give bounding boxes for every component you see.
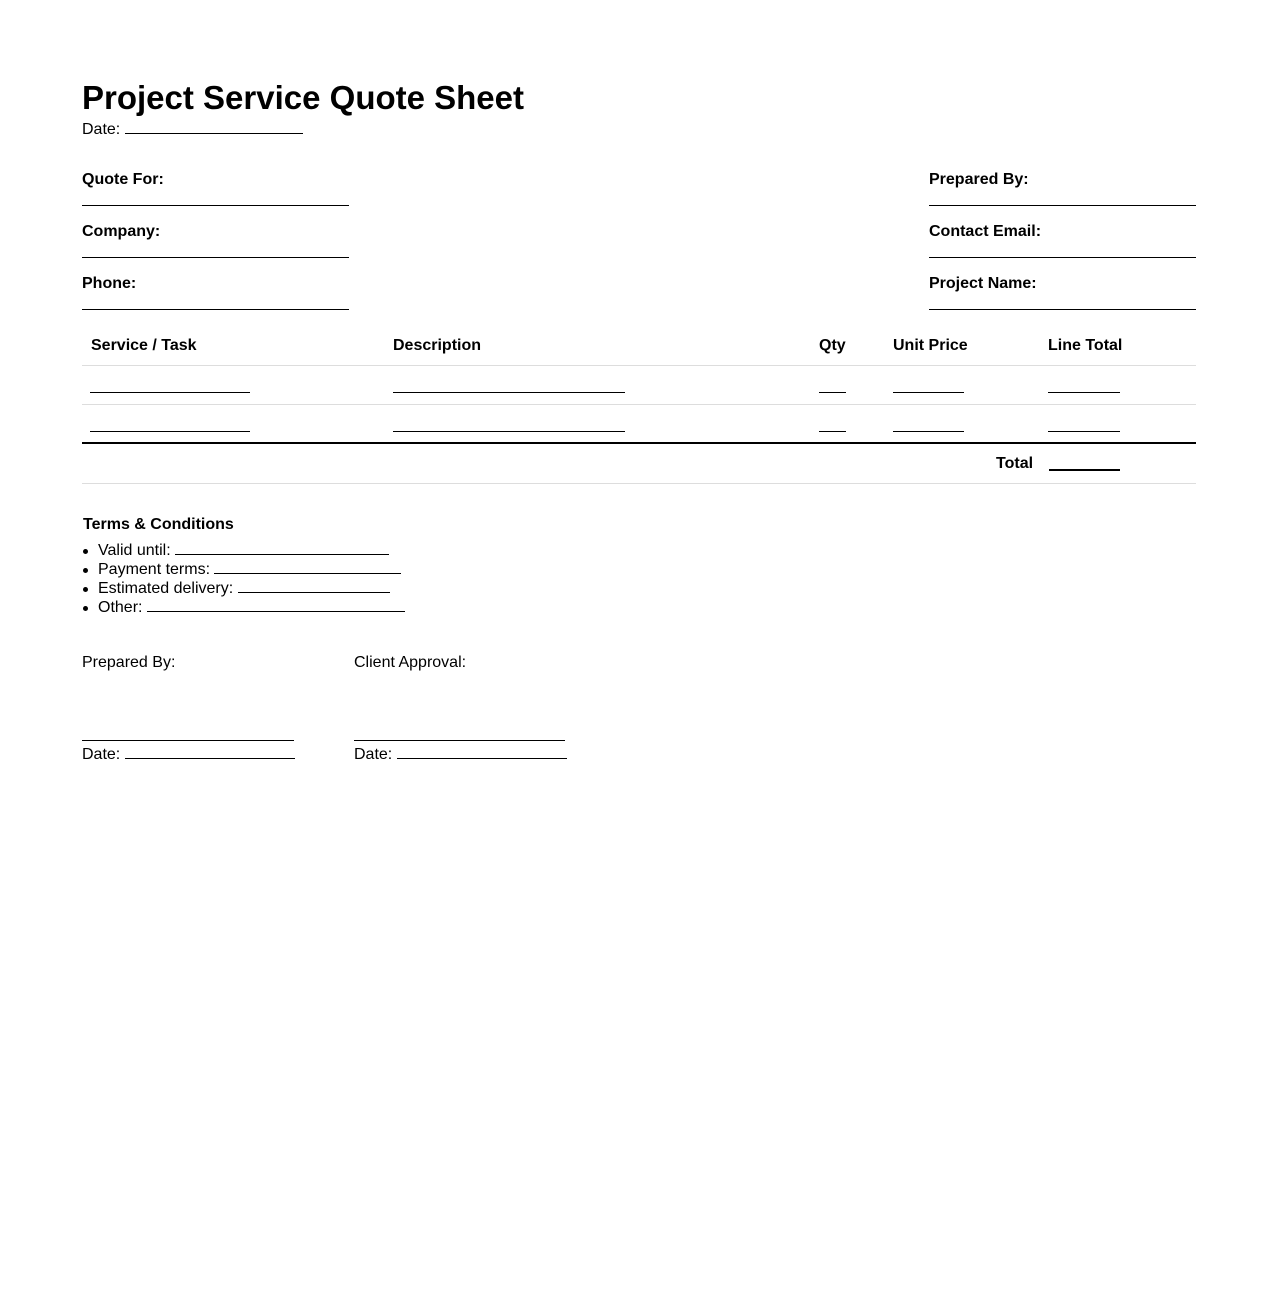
date-field[interactable] (82, 120, 303, 140)
list-item (82, 541, 405, 560)
list-item (82, 579, 405, 598)
terms-heading: Terms & Conditions (83, 516, 234, 533)
prepared-by-label: Prepared By: (929, 171, 1029, 188)
company-blank[interactable] (82, 257, 349, 258)
date-blank[interactable] (125, 745, 295, 759)
unit-price-blank[interactable] (893, 431, 964, 432)
term-label: Estimated delivery: (98, 580, 234, 597)
date-label: Date: (82, 121, 121, 138)
date-label: Date: (82, 746, 121, 763)
total-label: Total (996, 455, 1034, 472)
divider (82, 483, 1196, 484)
term-label: Payment terms: (98, 561, 211, 578)
project-name-blank[interactable] (929, 309, 1196, 310)
col-service: Service / Task (91, 337, 197, 354)
phone-blank[interactable] (82, 309, 349, 310)
project-name-label: Project Name: (929, 275, 1037, 292)
date-blank[interactable] (125, 120, 303, 134)
col-unit-price: Unit Price (893, 337, 968, 354)
col-line-total: Line Total (1048, 337, 1123, 354)
client-signature-line[interactable] (354, 740, 565, 741)
service-blank[interactable] (90, 431, 250, 432)
term-blank[interactable] (238, 579, 390, 593)
quote-for-blank[interactable] (82, 205, 349, 206)
date-label: Date: (354, 746, 393, 763)
list-item (82, 560, 405, 579)
col-qty: Qty (819, 337, 846, 354)
prepared-date-field[interactable] (82, 745, 295, 765)
qty-blank[interactable] (819, 392, 846, 393)
phone-label: Phone: (82, 275, 137, 292)
list-item (82, 598, 405, 617)
term-blank[interactable] (175, 541, 389, 555)
prepared-by-signature-label: Prepared By: (82, 654, 176, 671)
client-approval-label: Client Approval: (354, 654, 467, 671)
divider (82, 404, 1196, 405)
contact-email-label: Contact Email: (929, 223, 1042, 240)
prepared-by-signature-line[interactable] (82, 740, 294, 741)
description-blank[interactable] (393, 392, 625, 393)
service-blank[interactable] (90, 392, 250, 393)
contact-email-blank[interactable] (929, 257, 1196, 258)
qty-blank[interactable] (819, 431, 846, 432)
term-label: Valid until: (98, 542, 171, 559)
terms-list (82, 541, 405, 617)
date-blank[interactable] (397, 745, 567, 759)
prepared-by-blank[interactable] (929, 205, 1196, 206)
term-blank[interactable] (147, 598, 405, 612)
company-label: Company: (82, 223, 161, 240)
client-date-field[interactable] (354, 745, 567, 765)
total-divider (82, 442, 1196, 444)
line-total-blank[interactable] (1048, 431, 1120, 432)
term-blank[interactable] (214, 560, 401, 574)
page-title: Project Service Quote Sheet (82, 79, 525, 116)
total-blank[interactable] (1049, 469, 1120, 471)
quote-for-label: Quote For: (82, 171, 164, 188)
divider (82, 365, 1196, 366)
line-total-blank[interactable] (1048, 392, 1120, 393)
unit-price-blank[interactable] (893, 392, 964, 393)
col-description: Description (393, 337, 482, 354)
description-blank[interactable] (393, 431, 625, 432)
term-label: Other: (98, 599, 143, 616)
